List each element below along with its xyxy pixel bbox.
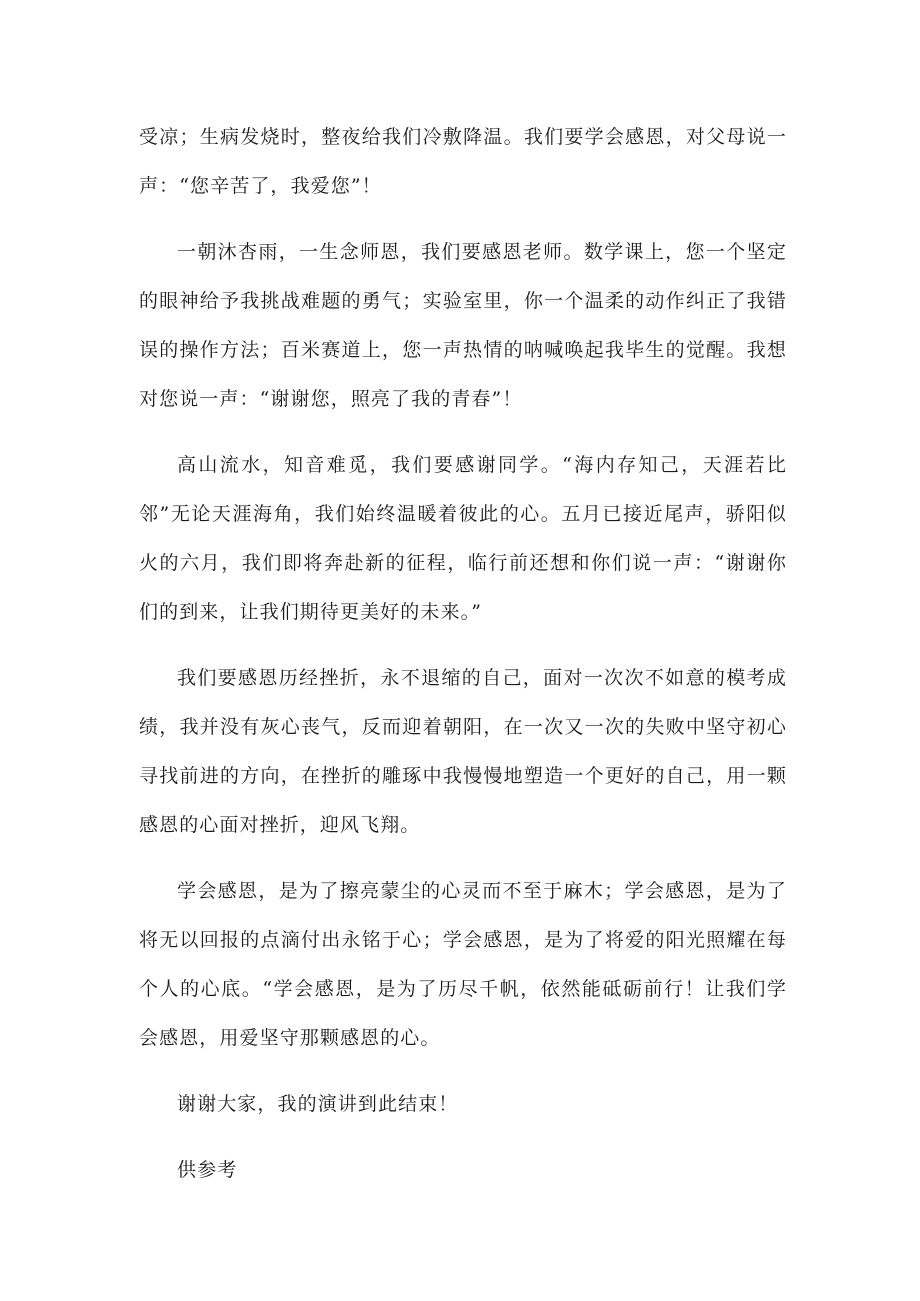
paragraph-gratitude: 学会感恩，是为了擦亮蒙尘的心灵而不至于麻木；学会感恩，是为了将无以回报的点滴付出永铭于心；学会感恩，是为了将爱的阳光照耀在每个人的心底。“学会感恩，是为了历尽千帆，依然能砥砺前行！让我们学会感恩，用爱坚守那颗感恩的心。 [139,880,787,1049]
paragraph-closing: 谢谢大家，我的演讲到此结束！ [177,1093,459,1115]
paragraph-self: 我们要感恩历经挫折，永不退缩的自己，面对一次次不如意的模考成绩，我并没有灰心丧气，反而迎着朝阳，在一次又一次的失败中坚守初心寻找前进的方向，在挫折的雕琢中我慢慢地塑造一个更好的自己，用一颗感恩的心面对挫折，迎风飞翔。 [139,667,787,836]
document-body [139,113,787,1212]
paragraph-classmates: 高山流水，知音难觅，我们要感谢同学。“海内存知己，天涯若比邻”无论天涯海角，我们始终温暖着彼此的心。五月已接近尾声，骄阳似火的六月，我们即将奔赴新的征程，临行前还想和你们说一声：“谢谢你们的到来，让我们期待更美好的未来。” [139,454,787,623]
paragraph-teachers: 一朝沐杏雨，一生念师恩，我们要感恩老师。数学课上，您一个坚定的眼神给予我挑战难题的勇气；实验室里，你一个温柔的动作纠正了我错误的操作方法；百米赛道上，您一声热情的呐喊唤起我毕生的觉醒。我想对您说一声：“谢谢您，照亮了我的青春”！ [139,241,787,410]
paragraph-parents: 受凉；生病发烧时，整夜给我们冷敷降温。我们要学会感恩，对父母说一声：“您辛苦了，我爱您”！ [139,126,787,197]
paragraph-reference-note: 供参考 [177,1159,238,1181]
